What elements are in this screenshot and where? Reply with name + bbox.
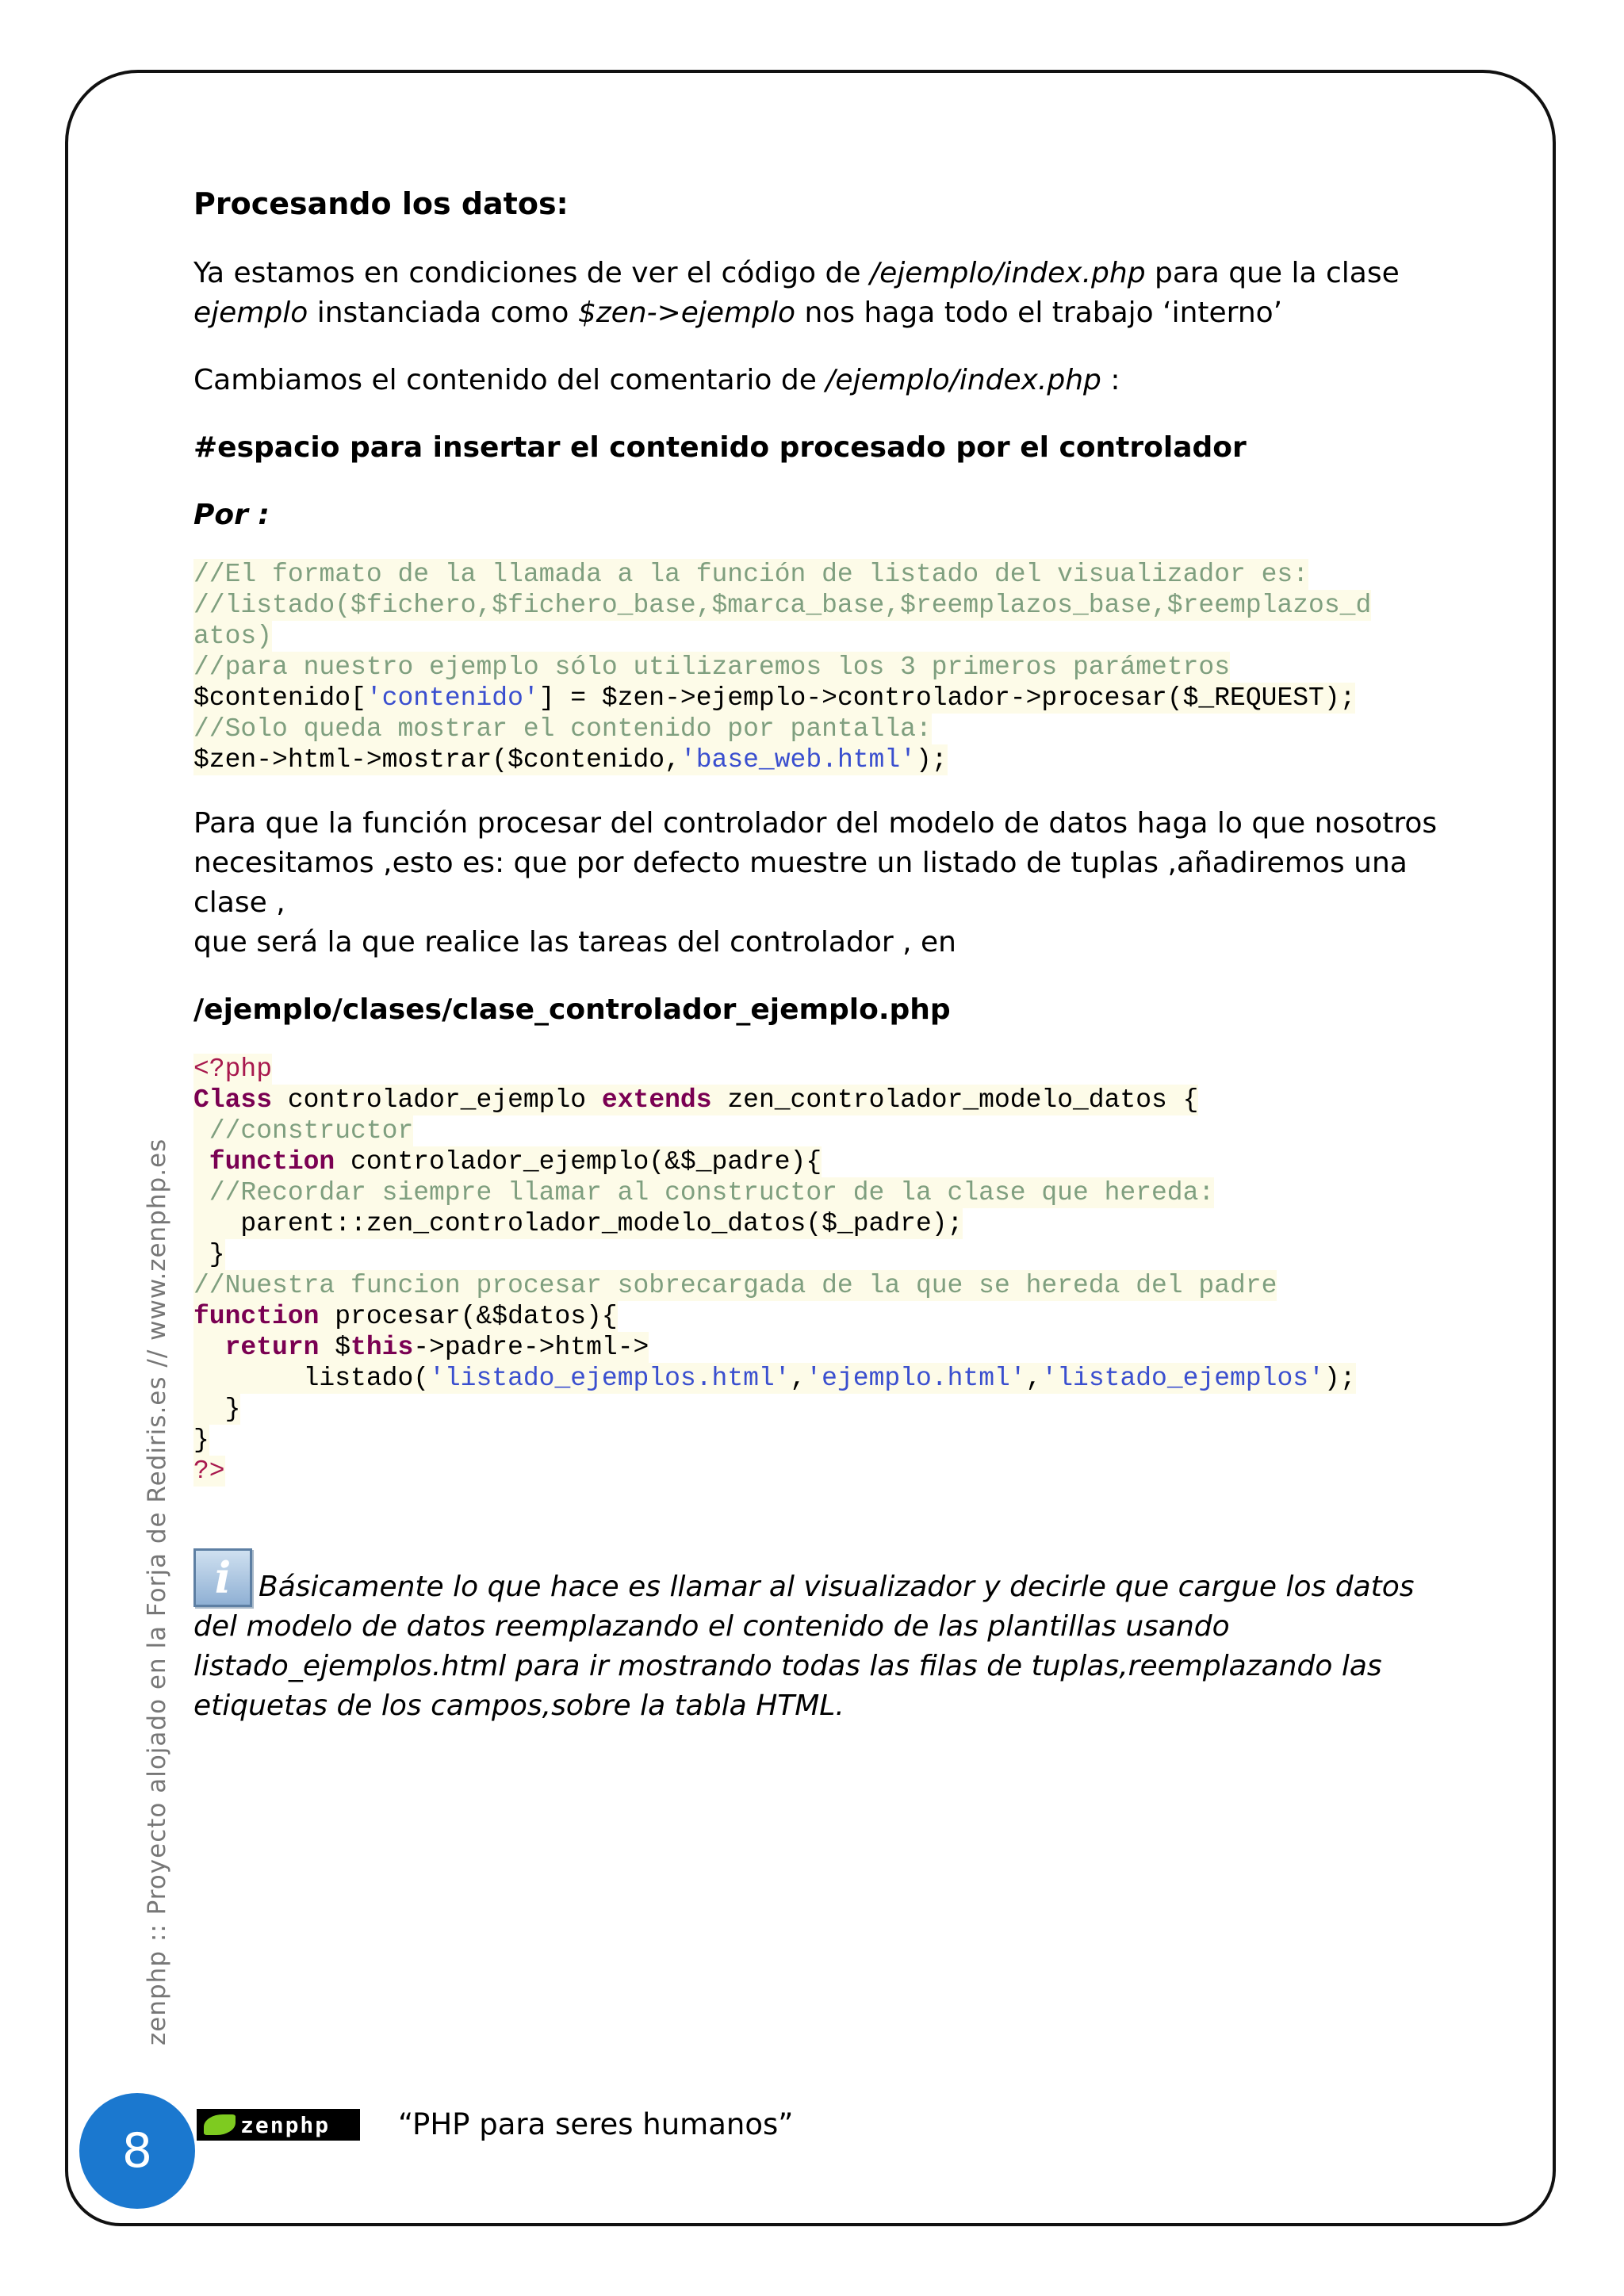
logo-text: zenphp	[240, 2111, 331, 2138]
por-label: Por :	[193, 499, 270, 531]
code-line: }	[193, 1395, 241, 1424]
code-line: //para nuestro ejemplo sólo utilizaremos los 3 primeros parámetros	[193, 652, 1231, 682]
file-path: /ejemplo/clases/clase_controlador_ejemplo.php	[193, 993, 951, 1026]
code-block-controller	[193, 1054, 1462, 1487]
code-line: Class controlador_ejemplo extends zen_controlador_modelo_datos {	[193, 1085, 1199, 1115]
code-line: //Recordar siempre llamar al constructor de la clase que hereda:	[193, 1178, 1215, 1207]
code-line: return $this->padre->html->	[193, 1333, 649, 1362]
code-line: parent::zen_controlador_modelo_datos($_padre);	[193, 1209, 963, 1238]
info-note: i Básicamente lo que hace es llamar al visualizador y decirle que cargue los datos del modelo de datos reemplazando el contenido de las plantillas usando listado_ejemplos.html para ir mostrando todas las filas de tuplas,reemplazando las etiquetas de los campos,sobre la tabla HTML.	[193, 1548, 1462, 1726]
code-line: listado('listado_ejemplos.html','ejemplo.html','listado_ejemplos');	[193, 1364, 1356, 1393]
code-block-index	[193, 559, 1462, 775]
footer-slogan: “PHP para seres humanos”	[398, 2107, 794, 2141]
code-line: function controlador_ejemplo(&$_padre){	[193, 1147, 822, 1177]
code-line: //Nuestra funcion procesar sobrecargada de la que se hereda del padre	[193, 1271, 1277, 1300]
code-line: function procesar(&$datos){	[193, 1302, 618, 1331]
code-line: $contenido['contenido'] = $zen->ejemplo->controlador->procesar($_REQUEST);	[193, 683, 1356, 713]
section-heading: Procesando los datos:	[193, 186, 569, 221]
code-line: }	[193, 1240, 225, 1269]
code-line: //listado($fichero,$fichero_base,$marca_base,$reemplazos_base,$reemplazos_d	[193, 591, 1372, 620]
intro-paragraph: Ya estamos en condiciones de ver el código de /ejemplo/index.php para que la clase ejemplo instanciada como $zen->ejemplo nos haga todo el trabajo ‘interno’	[193, 257, 1400, 329]
code-line: <?php	[193, 1054, 273, 1084]
leaf-icon	[204, 2114, 236, 2135]
code-line: }	[193, 1425, 209, 1455]
info-icon: i	[193, 1548, 252, 1607]
zenphp-logo	[197, 2109, 360, 2141]
code-line: //Solo queda mostrar el contenido por pantalla:	[193, 714, 932, 744]
change-paragraph: Cambiamos el contenido del comentario de /ejemplo/index.php :	[193, 364, 1120, 396]
body-paragraph: Para que la función procesar del controlador del modelo de datos haga lo que nosotros necesitamos ,esto es: que por defecto muestre un listado de tuplas ,añadiremos una clase , que será la que realice las tareas del controlador , en	[193, 807, 1438, 959]
code-line: //constructor	[193, 1116, 414, 1146]
code-line: ?>	[193, 1456, 225, 1486]
page-number: 8	[79, 2093, 195, 2209]
main-content	[193, 184, 1462, 1726]
code-line: //El formato de la llamada a la función de listado del visualizador es:	[193, 560, 1309, 589]
code-line: $zen->html->mostrar($contenido,'base_web.html');	[193, 745, 948, 775]
sidebar-project-credit: zenphp :: Proyecto alojado en la Forja de Rediris.es // www.zenphp.es	[143, 1138, 171, 2045]
code-line: atos)	[193, 622, 273, 651]
comment-line: #espacio para insertar el contenido procesado por el controlador	[193, 431, 1247, 464]
